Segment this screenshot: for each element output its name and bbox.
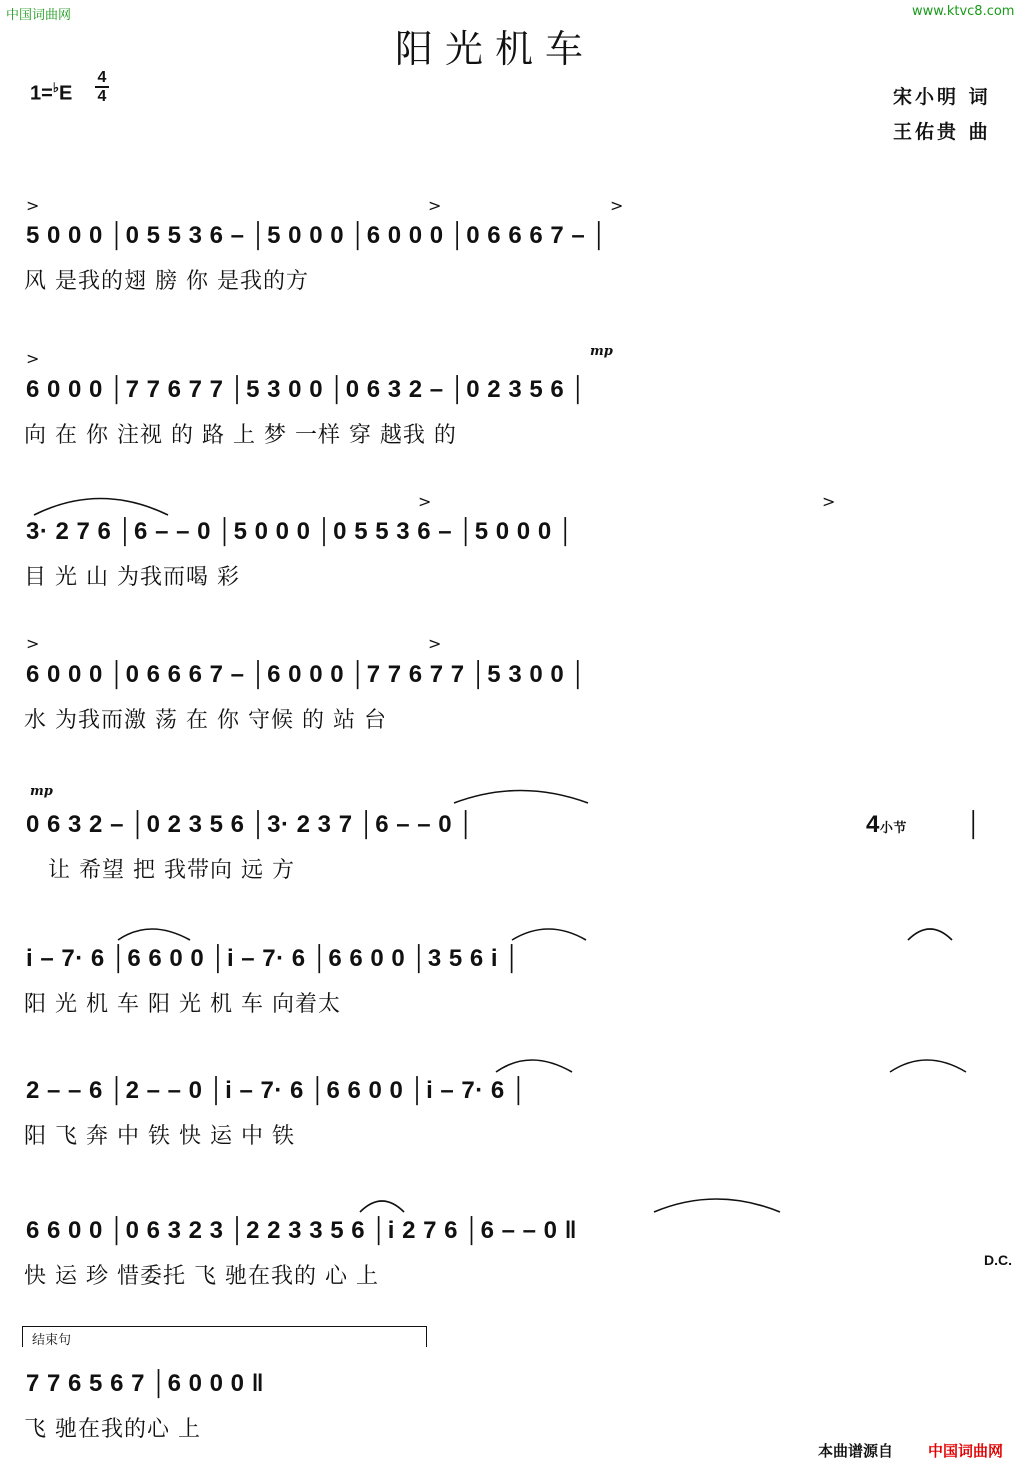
flat-symbol: ♭ bbox=[52, 80, 59, 95]
lyrics-line-4: 水 为我而激 荡 在 你 守候 的 站 台 bbox=[24, 708, 387, 733]
slur-mark bbox=[118, 929, 190, 940]
footer-site-name: 中国词曲网 bbox=[928, 1442, 1004, 1460]
lyrics-line-3: 目 光 山 为我而喝 彩 bbox=[24, 565, 240, 590]
slur-mark bbox=[34, 499, 168, 516]
bar-count: 4小节 │ bbox=[866, 811, 983, 838]
site-name-left: 中国词曲网 bbox=[6, 8, 72, 23]
time-top: 4 bbox=[97, 69, 107, 86]
lyricist-credit: 宋小明 词 bbox=[893, 86, 991, 108]
lyrics-line-6: 阳 光 机 车 阳 光 机 车 向着太 bbox=[24, 992, 341, 1017]
accent-mark: > bbox=[26, 196, 40, 215]
slur-mark bbox=[654, 1199, 780, 1212]
slur-mark bbox=[496, 1060, 572, 1072]
accent-mark: > bbox=[418, 492, 432, 511]
lyrics-line-8: 快 运 珍 惜委托 飞 驰在我的 心 上 bbox=[24, 1264, 379, 1289]
slur-mark bbox=[908, 929, 952, 940]
notation-line-1: 5 0 0 0 │0 5 5 3 6 – │5 0 0 0 │6 0 0 0 │0 6 6 6 7 – │ bbox=[26, 222, 608, 249]
lyrics-line-2: 向 在 你 注视 的 路 上 梦 一样 穿 越我 的 bbox=[24, 423, 457, 448]
dynamic-mp: mp bbox=[30, 784, 53, 799]
lyrics-line-7: 阳 飞 奔 中 铁 快 运 中 铁 bbox=[24, 1124, 295, 1149]
notation-line-3: 3· 2 7 6 │6 – – 0 │5 0 0 0 │0 5 5 3 6 – │5 0 0 0 │ bbox=[26, 518, 575, 545]
dynamic-mp: mp bbox=[590, 344, 613, 359]
accent-mark: > bbox=[822, 492, 836, 511]
notation-line-5: 0 6 3 2 – │0 2 3 5 6 │3· 2 3 7 │6 – – 0 │ bbox=[26, 811, 475, 838]
key-note: E bbox=[58, 82, 73, 105]
slur-mark bbox=[360, 1201, 404, 1212]
song-title: 阳光机车 bbox=[395, 27, 596, 71]
composer-credit: 王佑贵 曲 bbox=[893, 121, 991, 143]
key-base: 1= bbox=[30, 82, 53, 105]
bar-count-unit: 小节 bbox=[879, 821, 907, 836]
accent-mark: > bbox=[428, 634, 442, 653]
slur-mark bbox=[512, 929, 586, 940]
time-bottom: 4 bbox=[97, 88, 107, 105]
site-url-right: www.ktvc8.com bbox=[912, 4, 1015, 19]
accent-mark: > bbox=[610, 196, 624, 215]
accent-mark: > bbox=[428, 196, 442, 215]
notation-line-4: 6 0 0 0 │0 6 6 6 7 – │6 0 0 0 │7 7 6 7 7 │5 3 0 0 │ bbox=[26, 661, 587, 688]
lyrics-ending: 飞 驰在我的心 上 bbox=[24, 1417, 201, 1442]
ending-label: 结束句 bbox=[32, 1333, 72, 1348]
accent-mark: > bbox=[26, 349, 40, 368]
notation-line-8: 6 6 0 0 │0 6 3 2 3 │2 2 3 3 5 6 │i 2 7 6 │6 – – 0 ‖ bbox=[26, 1217, 578, 1244]
notation-line-7: 2 – – 6 │2 – – 0 │i – 7· 6 │6 6 0 0 │i – 7· 6 │ bbox=[26, 1077, 528, 1104]
notation-line-2: 6 0 0 0 │7 7 6 7 7 │5 3 0 0 │0 6 3 2 – │0 2 3 5 6 │ bbox=[26, 376, 587, 403]
bar-count-number: 4 bbox=[866, 811, 880, 838]
da-capo-mark: D.C. bbox=[984, 1252, 1012, 1268]
accent-mark: > bbox=[26, 634, 40, 653]
lyrics-line-5: 让 希望 把 我带向 远 方 bbox=[48, 858, 295, 883]
slur-mark bbox=[454, 791, 588, 804]
footer-source-label: 本曲谱源自 bbox=[818, 1442, 894, 1460]
notation-line-6: i – 7· 6 │6 6 0 0 │i – 7· 6 │6 6 0 0 │3 5 6 i │ bbox=[26, 945, 521, 972]
lyrics-line-1: 风 是我的翅 膀 你 是我的方 bbox=[24, 269, 309, 294]
notation-ending: 7 7 6 5 6 7 │6 0 0 0 ‖ bbox=[26, 1370, 265, 1397]
slur-mark bbox=[890, 1060, 966, 1072]
